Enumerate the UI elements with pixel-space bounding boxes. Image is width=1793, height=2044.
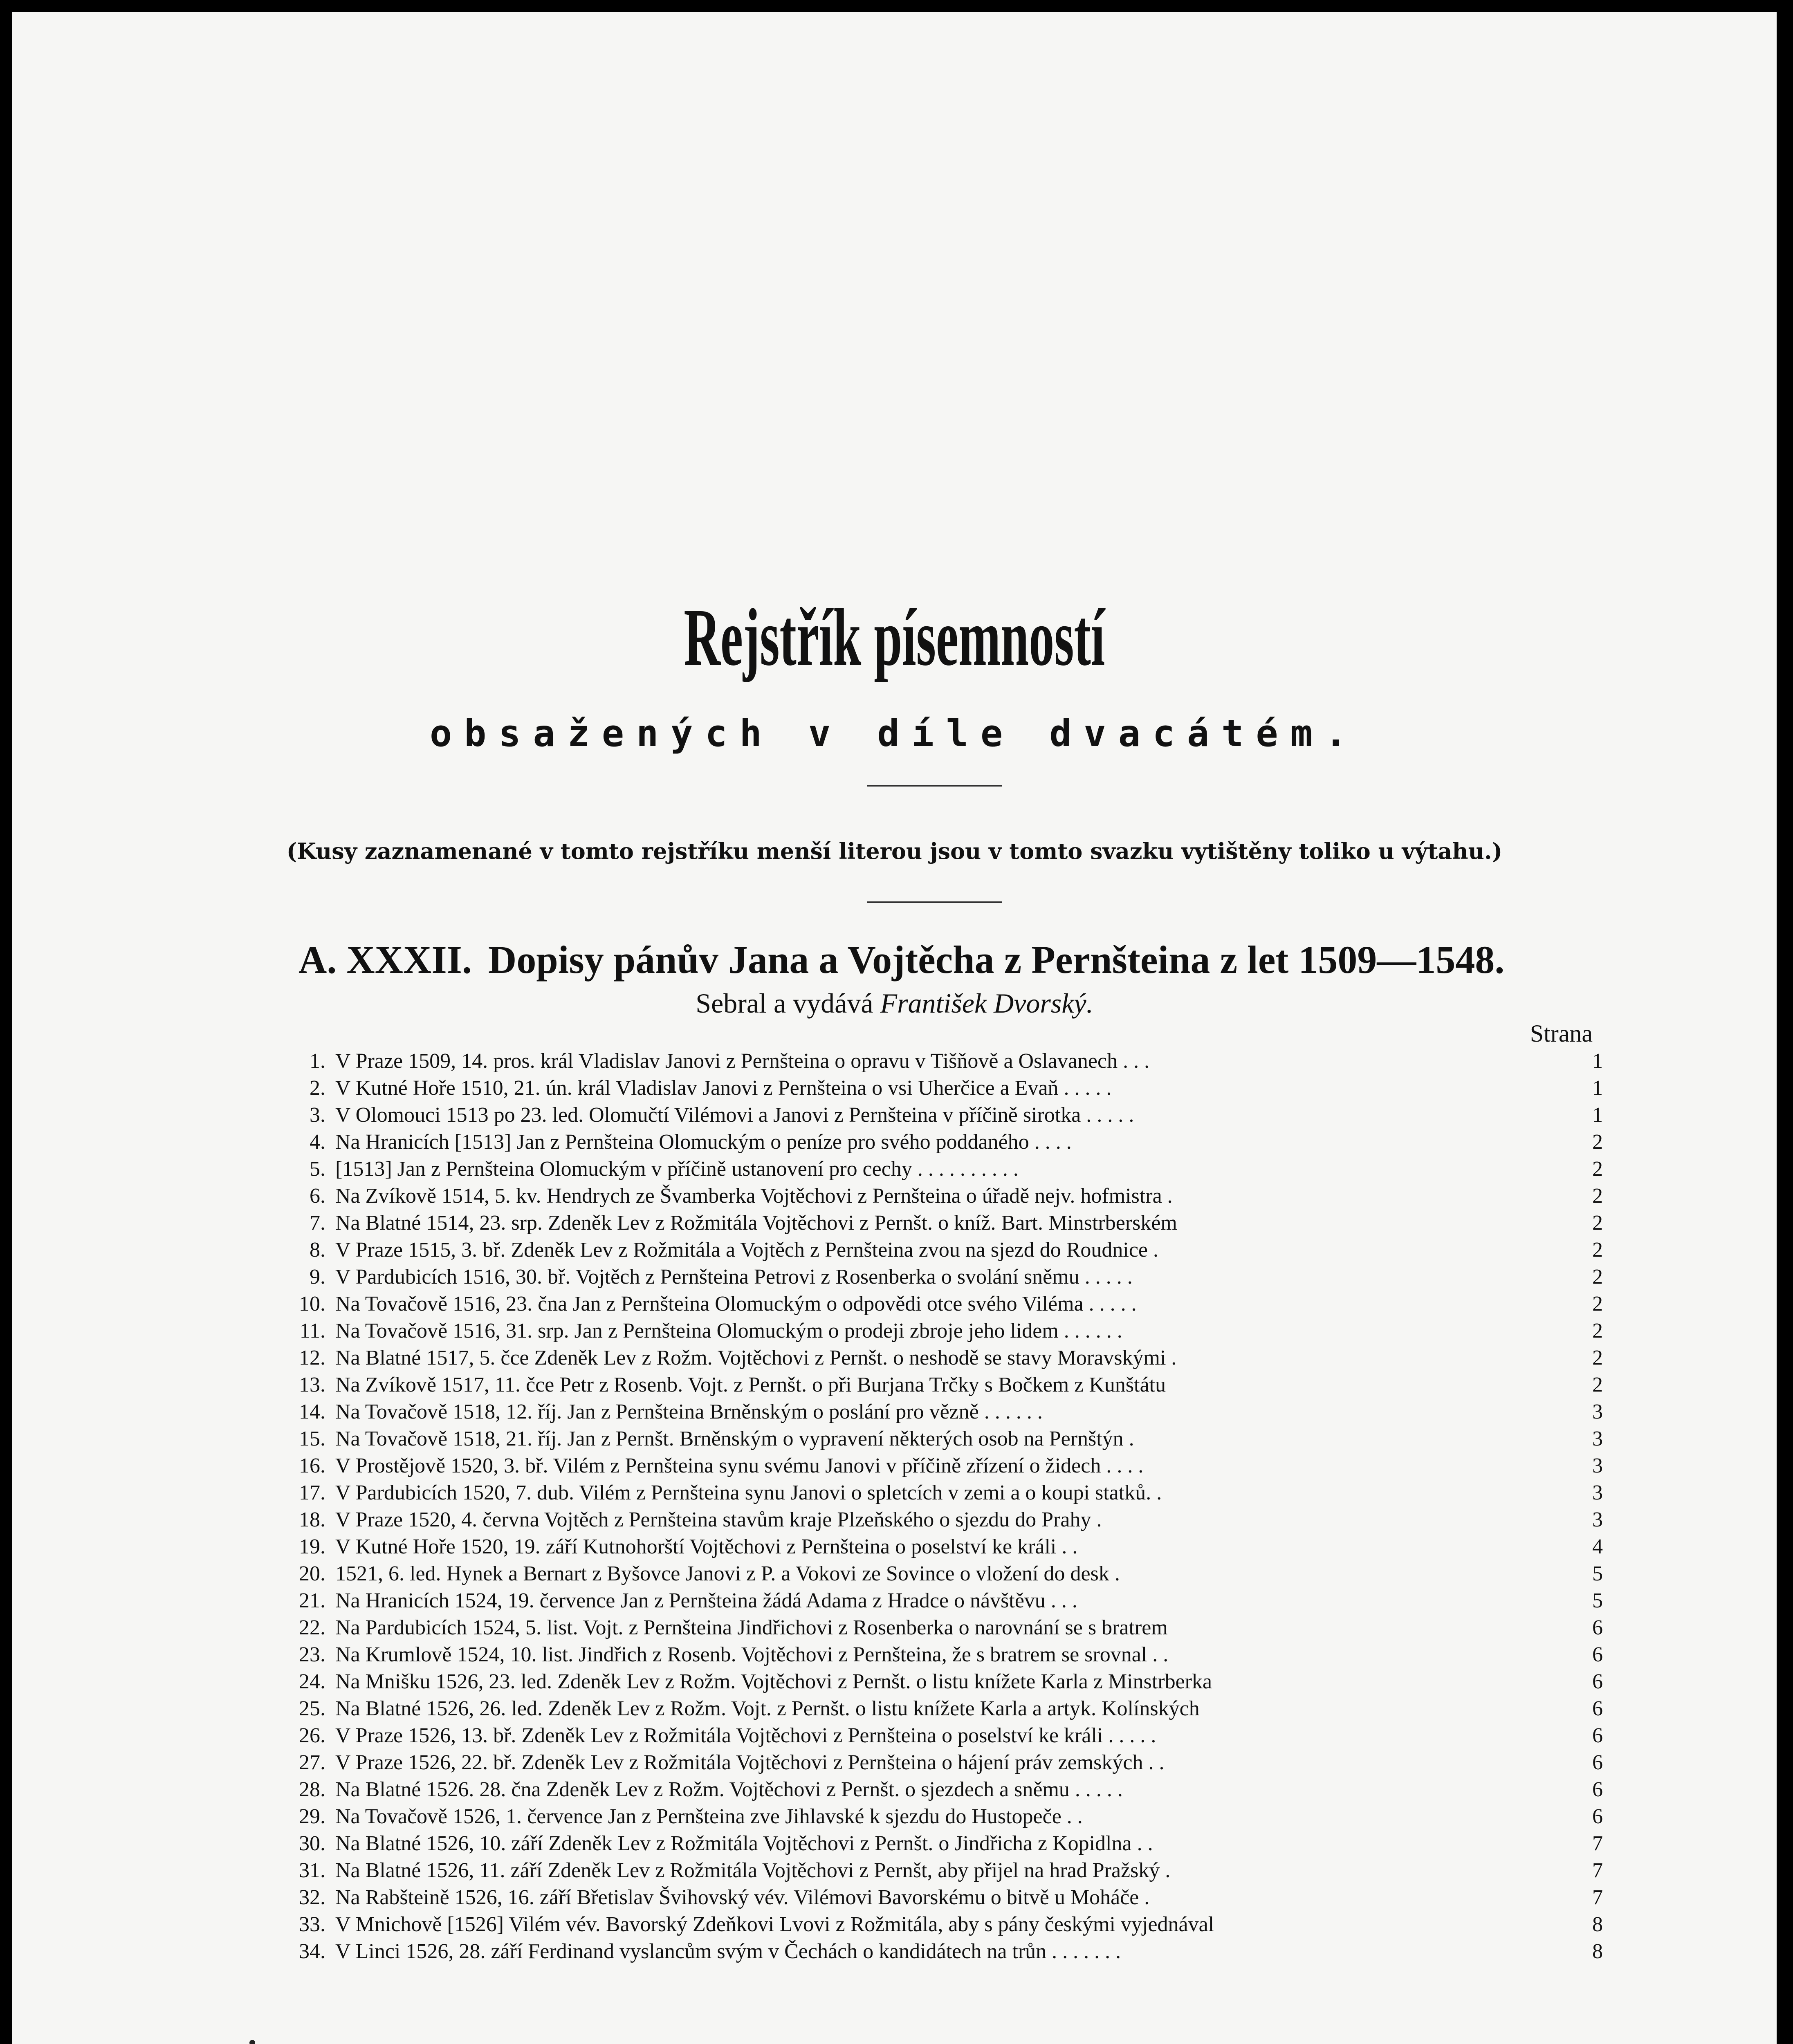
- entry-text: Na Blatné 1526. 28. čna Zdeněk Lev z Rožm. Vojtěchovi z Pernšt. o sjezdech a sněmu . . . . .: [335, 1778, 1123, 1801]
- list-item: [290, 1103, 1603, 1130]
- entry-number: 2.: [310, 1076, 325, 1100]
- entry-text: V Pardubicích 1520, 7. dub. Vilém z Pernšteina synu Janovi o spletcích v zemi a o koupi statků. .: [335, 1481, 1162, 1504]
- list-item: [290, 1831, 1603, 1858]
- entry-text: Na Zvíkově 1517, 11. čce Petr z Rosenb. Vojt. z Pernšt. o při Burjana Trčky s Bočkem z Kunštátu: [335, 1373, 1166, 1396]
- page-subtitle: obsažených v díle dvacátém.: [430, 712, 1359, 755]
- entry-page: 7: [1592, 1832, 1603, 1855]
- entry-page: 2: [1592, 1373, 1603, 1396]
- entry-number: 18.: [299, 1508, 325, 1531]
- entry-text: V Praze 1526, 13. bř. Zdeněk Lev z Rožmitála Vojtěchovi z Pernšteina o poselství ke králi . . . . .: [335, 1724, 1156, 1747]
- list-item: [290, 1238, 1603, 1265]
- entry-text: Na Tovačově 1526, 1. července Jan z Pernšteina zve Jihlavské k sjezdu do Hustopeče . .: [335, 1805, 1083, 1828]
- entry-page: 2: [1592, 1319, 1603, 1342]
- entry-page: 6: [1592, 1670, 1603, 1693]
- editors-prefix: Sebral a vydává: [696, 988, 873, 1019]
- entry-page: 3: [1592, 1508, 1603, 1531]
- entry-number: 3.: [310, 1103, 325, 1127]
- entry-number: 16.: [299, 1454, 325, 1477]
- list-item: [290, 1724, 1603, 1750]
- entry-page: 6: [1592, 1643, 1603, 1666]
- entry-number: 17.: [299, 1481, 325, 1504]
- entry-text: Na Hranicích [1513] Jan z Pernšteina Olomuckým o peníze pro svého poddaného . . . .: [335, 1130, 1072, 1154]
- entry-text: V Prostějově 1520, 3. bř. Vilém z Pernšteina synu svému Janovi v příčině zřízení o židech . . . .: [335, 1454, 1144, 1477]
- entry-text: [1513] Jan z Pernšteina Olomuckým v příčině ustanovení pro cechy . . . . . . . . . .: [335, 1157, 1019, 1181]
- entry-text: V Kutné Hoře 1510, 21. ún. král Vladislav Janovi z Pernšteina o vsi Uherčice a Evaň . . . . .: [335, 1076, 1112, 1100]
- page: [12, 12, 1777, 2044]
- entry-text: V Mnichově [1526] Vilém vév. Bavorský Zdeňkovi Lvovi z Rožmitála, aby s pány českými vyjednával: [335, 1913, 1214, 1936]
- list-item: [290, 1076, 1603, 1103]
- entry-text: Na Blatné 1526, 10. září Zdeněk Lev z Rožmitála Vojtěchovi z Pernšt. o Jindřicha z Kopidlna . .: [335, 1832, 1153, 1855]
- entry-number: 14.: [299, 1400, 325, 1423]
- entry-number: 21.: [299, 1589, 325, 1612]
- list-item: [290, 1427, 1603, 1454]
- list-item: [290, 1346, 1603, 1373]
- entry-number: 34.: [299, 1940, 325, 1963]
- entry-text: Na Tovačově 1516, 31. srp. Jan z Pernšteina Olomuckým o prodeji zbroje jeho lidem . . . . . .: [335, 1319, 1122, 1342]
- entry-page: 3: [1592, 1400, 1603, 1423]
- entry-number: 12.: [299, 1346, 325, 1369]
- entry-text: Na Blatné 1517, 5. čce Zdeněk Lev z Rožm. Vojtěchovi z Pernšt. o neshodě se stavy Moravskými .: [335, 1346, 1177, 1369]
- entry-page: 1: [1592, 1076, 1603, 1100]
- list-item: [290, 1184, 1603, 1211]
- list-item: [290, 1481, 1603, 1508]
- entry-number: 32.: [299, 1886, 325, 1909]
- entry-text: V Kutné Hoře 1520, 19. září Kutnohorští Vojtěchovi z Pernšteina o poselství ke králi . .: [335, 1535, 1078, 1558]
- entry-text: Na Blatné 1514, 23. srp. Zdeněk Lev z Rožmitála Vojtěchovi z Pernšt. o kníž. Bart. Minstrberském: [335, 1211, 1177, 1235]
- entry-number: 19.: [299, 1535, 325, 1558]
- entry-number: 10.: [299, 1292, 325, 1316]
- entry-page: 7: [1592, 1859, 1603, 1882]
- entry-number: 6.: [310, 1184, 325, 1208]
- page-title: Rejstřík písemností: [684, 592, 1105, 683]
- entry-page: 5: [1592, 1589, 1603, 1612]
- entry-text: 1521, 6. led. Hynek a Bernart z Byšovce Janovi z P. a Vokovi ze Sovince o vložení do desk .: [335, 1562, 1120, 1585]
- list-item: [290, 1777, 1603, 1804]
- list-item: [290, 1319, 1603, 1346]
- list-item: [290, 1211, 1603, 1238]
- entry-page: 6: [1592, 1805, 1603, 1828]
- entry-text: V Praze 1520, 4. června Vojtěch z Pernšteina stavům kraje Plzeňského o sjezdu do Prahy .: [335, 1508, 1102, 1531]
- entry-number: 33.: [299, 1913, 325, 1936]
- list-item: [290, 1049, 1603, 1076]
- entry-page: 3: [1592, 1481, 1603, 1504]
- list-item: [290, 1912, 1603, 1939]
- entry-page: 8: [1592, 1940, 1603, 1963]
- entry-page: 6: [1592, 1616, 1603, 1639]
- entry-number: 27.: [299, 1751, 325, 1774]
- entry-page: 3: [1592, 1427, 1603, 1450]
- list-item: [290, 1643, 1603, 1670]
- editorial-note: (Kusy zaznamenané v tomto rejstříku menší literou jsou v tomto svazku vytištěny toliko u výtahu.): [286, 838, 1503, 864]
- entry-number: 8.: [310, 1238, 325, 1262]
- entry-number: 11.: [299, 1319, 325, 1342]
- list-item: [290, 1697, 1603, 1724]
- list-item: [290, 1885, 1603, 1912]
- entry-number: 4.: [310, 1130, 325, 1154]
- entry-number: 20.: [299, 1562, 325, 1585]
- list-item: [290, 1562, 1603, 1589]
- entry-number: 29.: [299, 1805, 325, 1828]
- entry-text: Na Rabšteině 1526, 16. září Břetislav Švihovský vév. Vilémovi Bavorskému o bitvě u Moháče .: [335, 1886, 1150, 1909]
- entry-text: Na Tovačově 1518, 21. říj. Jan z Pernšt. Brněnským o vypravení některých osob na Pernštýn .: [335, 1427, 1134, 1450]
- list-item: [290, 1373, 1603, 1400]
- list-item: [290, 1750, 1603, 1777]
- list-item: [290, 1454, 1603, 1481]
- section-title: Dopisy pánův Jana a Vojtěcha z Pernšteina z let 1509—1548.: [488, 938, 1505, 982]
- list-item: [290, 1508, 1603, 1535]
- list-item: [290, 1292, 1603, 1319]
- entry-page: 6: [1592, 1778, 1603, 1801]
- entry-number: 26.: [299, 1724, 325, 1747]
- divider: [867, 785, 1002, 787]
- list-item: [290, 1535, 1603, 1562]
- entry-number: 24.: [299, 1670, 325, 1693]
- entry-text: Na Tovačově 1518, 12. říj. Jan z Pernšteina Brněnským o poslání pro vězně . . . . . .: [335, 1400, 1043, 1423]
- entry-page: 8: [1592, 1913, 1603, 1936]
- entry-number: 23.: [299, 1643, 325, 1666]
- list-item: [290, 1858, 1603, 1885]
- entry-text: V Olomouci 1513 po 23. led. Olomučtí Vilémovi a Janovi z Pernšteina v příčině sirotka . . . . .: [335, 1103, 1134, 1127]
- entry-page: 6: [1592, 1751, 1603, 1774]
- divider: [867, 901, 1002, 903]
- entry-text: V Praze 1509, 14. pros. král Vladislav Janovi z Pernšteina o opravu v Tišňově a Oslavanech . . .: [335, 1049, 1150, 1073]
- page-column-label: Strana: [1530, 1020, 1593, 1047]
- entry-number: 1.: [310, 1049, 325, 1073]
- entry-page: 1: [1592, 1103, 1603, 1127]
- list-item: [290, 1130, 1603, 1157]
- entry-text: Na Tovačově 1516, 23. čna Jan z Pernšteina Olomuckým o odpovědi otce svého Viléma . . . . .: [335, 1292, 1137, 1316]
- entry-page: 2: [1592, 1184, 1603, 1208]
- editors-line: [12, 989, 1777, 1017]
- list-item: [290, 1804, 1603, 1831]
- ink-speck: [249, 2040, 255, 2044]
- entry-page: 1: [1592, 1049, 1603, 1073]
- list-item: [290, 1400, 1603, 1427]
- list-item: [290, 1939, 1603, 1966]
- entry-text: Na Mnišku 1526, 23. led. Zdeněk Lev z Rožm. Vojtěchovi z Pernšt. o listu knížete Karla z Minstrberka: [335, 1670, 1212, 1693]
- entry-text: Na Hranicích 1524, 19. července Jan z Pernšteina žádá Adama z Hradce o návštěvu . . .: [335, 1589, 1077, 1612]
- entry-text: V Pardubicích 1516, 30. bř. Vojtěch z Pernšteina Petrovi z Rosenberka o svolání sněmu . . . . .: [335, 1265, 1133, 1289]
- entry-number: 7.: [310, 1211, 325, 1235]
- list-item: [290, 1670, 1603, 1697]
- entry-page: 6: [1592, 1724, 1603, 1747]
- list-item: [290, 1616, 1603, 1643]
- entry-number: 30.: [299, 1832, 325, 1855]
- entry-text: Na Blatné 1526, 26. led. Zdeněk Lev z Rožm. Vojt. z Pernšt. o listu knížete Karla a artyk. Kolínských: [335, 1697, 1200, 1720]
- entry-text: V Linci 1526, 28. září Ferdinand vyslancům svým v Čechách o kandidátech na trůn . . . . . . .: [335, 1940, 1121, 1963]
- entry-number: 28.: [299, 1778, 325, 1801]
- entry-page: 2: [1592, 1346, 1603, 1369]
- entry-page: 2: [1592, 1211, 1603, 1235]
- entry-text: V Praze 1515, 3. bř. Zdeněk Lev z Rožmitála a Vojtěch z Pernšteina zvou na sjezd do Roudnice .: [335, 1238, 1158, 1262]
- entry-page: 2: [1592, 1265, 1603, 1289]
- entry-page: 7: [1592, 1886, 1603, 1909]
- entry-text: Na Blatné 1526, 11. září Zdeněk Lev z Rožmitála Vojtěchovi z Pernšt, aby přijel na hrad Pražský .: [335, 1859, 1171, 1882]
- entry-page: 2: [1592, 1292, 1603, 1316]
- section-label: A. XXXII.: [298, 938, 472, 982]
- entry-number: 31.: [299, 1859, 325, 1882]
- entry-page: 2: [1592, 1130, 1603, 1154]
- entry-number: 25.: [299, 1697, 325, 1720]
- section-heading: [298, 938, 1505, 982]
- entry-page: 4: [1592, 1535, 1603, 1558]
- list-item: [290, 1157, 1603, 1184]
- entry-page: 3: [1592, 1454, 1603, 1477]
- list-item: [290, 1265, 1603, 1292]
- entry-page: 6: [1592, 1697, 1603, 1720]
- entry-page: 5: [1592, 1562, 1603, 1585]
- entry-page: 2: [1592, 1238, 1603, 1262]
- entry-number: 22.: [299, 1616, 325, 1639]
- entry-number: 13.: [299, 1373, 325, 1396]
- entry-text: Na Zvíkově 1514, 5. kv. Hendrych ze Švamberka Vojtěchovi z Pernšteina o úřadě nejv. hofmistra .: [335, 1184, 1173, 1208]
- entry-number: 15.: [299, 1427, 325, 1450]
- entry-text: Na Krumlově 1524, 10. list. Jindřich z Rosenb. Vojtěchovi z Pernšteina, že s bratrem se srovnal . .: [335, 1643, 1169, 1666]
- entry-number: 9.: [310, 1265, 325, 1289]
- entry-text: V Praze 1526, 22. bř. Zdeněk Lev z Rožmitála Vojtěchovi z Pernšteina o hájení práv zemských . .: [335, 1751, 1165, 1774]
- editor-name: František Dvorský.: [880, 988, 1093, 1019]
- entry-text: Na Pardubicích 1524, 5. list. Vojt. z Pernšteina Jindřichovi z Rosenberka o narovnání se s bratrem: [335, 1616, 1168, 1639]
- entry-list: [290, 1049, 1603, 1966]
- list-item: [290, 1589, 1603, 1616]
- entry-page: 2: [1592, 1157, 1603, 1181]
- entry-number: 5.: [310, 1157, 325, 1181]
